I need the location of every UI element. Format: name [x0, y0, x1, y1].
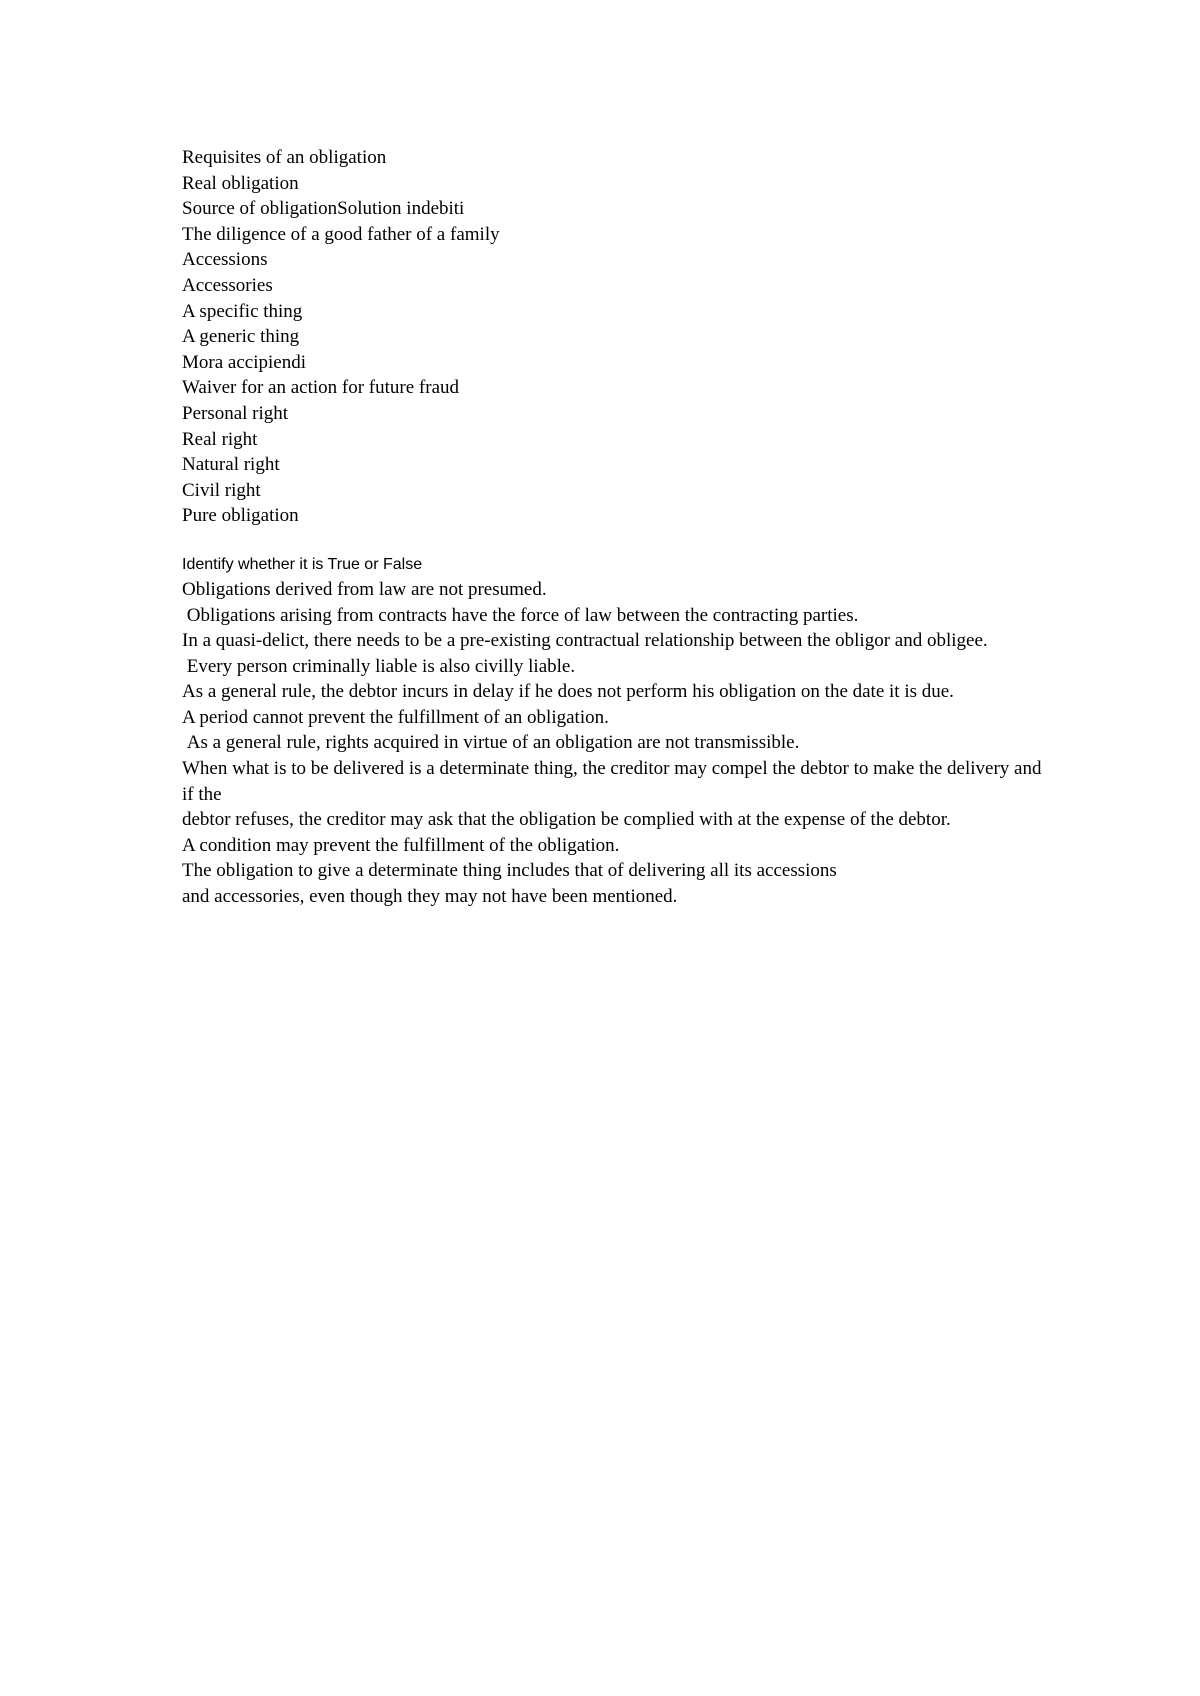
true-false-section — [182, 553, 1047, 910]
statement-item: Every person criminally liable is also civilly liable. — [182, 655, 576, 677]
term-item: A specific thing — [182, 300, 303, 322]
term-item: Accessories — [182, 274, 273, 296]
term-item: Civil right — [182, 479, 261, 501]
statements-list — [182, 577, 1047, 910]
statement-item: When what is to be delivered is a determinate thing, the creditor may compel the debtor to make the delivery and if the — [182, 758, 1047, 805]
terms-list — [182, 145, 1042, 529]
term-item: Source of obligationSolution indebiti — [182, 198, 465, 220]
term-item: Accessions — [182, 249, 268, 271]
statement-item: In a quasi-delict, there needs to be a pre-existing contractual relationship between the obligor and obligee. — [182, 630, 988, 652]
statement-item: Obligations derived from law are not presumed. — [182, 578, 547, 600]
term-item: Real obligation — [182, 172, 299, 194]
term-item: Requisites of an obligation — [182, 147, 387, 168]
statement-item: A period cannot prevent the fulfillment of an obligation. — [182, 706, 609, 728]
statement-item: As a general rule, rights acquired in virtue of an obligation are not transmissible. — [182, 732, 800, 754]
term-item: A generic thing — [182, 326, 300, 348]
term-item: Personal right — [182, 402, 289, 424]
statement-item: As a general rule, the debtor incurs in delay if he does not perform his obligation on the date it is due. — [182, 681, 954, 703]
statement-item: Obligations arising from contracts have the force of law between the contracting parties. — [182, 604, 859, 626]
term-item: Waiver for an action for future fraud — [182, 377, 460, 399]
term-item: Pure obligation — [182, 505, 299, 527]
term-item: The diligence of a good father of a family — [182, 223, 500, 245]
term-item: Real right — [182, 428, 258, 450]
term-item: Natural right — [182, 454, 280, 476]
statement-item: A condition may prevent the fulfillment of the obligation. — [182, 834, 620, 856]
term-item: Mora accipiendi — [182, 351, 306, 373]
statement-item: debtor refuses, the creditor may ask that the obligation be complied with at the expense of the debtor. — [182, 809, 951, 831]
section-heading: Identify whether it is True or False — [182, 555, 423, 573]
document-content — [182, 145, 1047, 910]
statement-item: The obligation to give a determinate thing includes that of delivering all its accessions — [182, 860, 837, 882]
statement-item: and accessories, even though they may not have been mentioned. — [182, 886, 678, 908]
